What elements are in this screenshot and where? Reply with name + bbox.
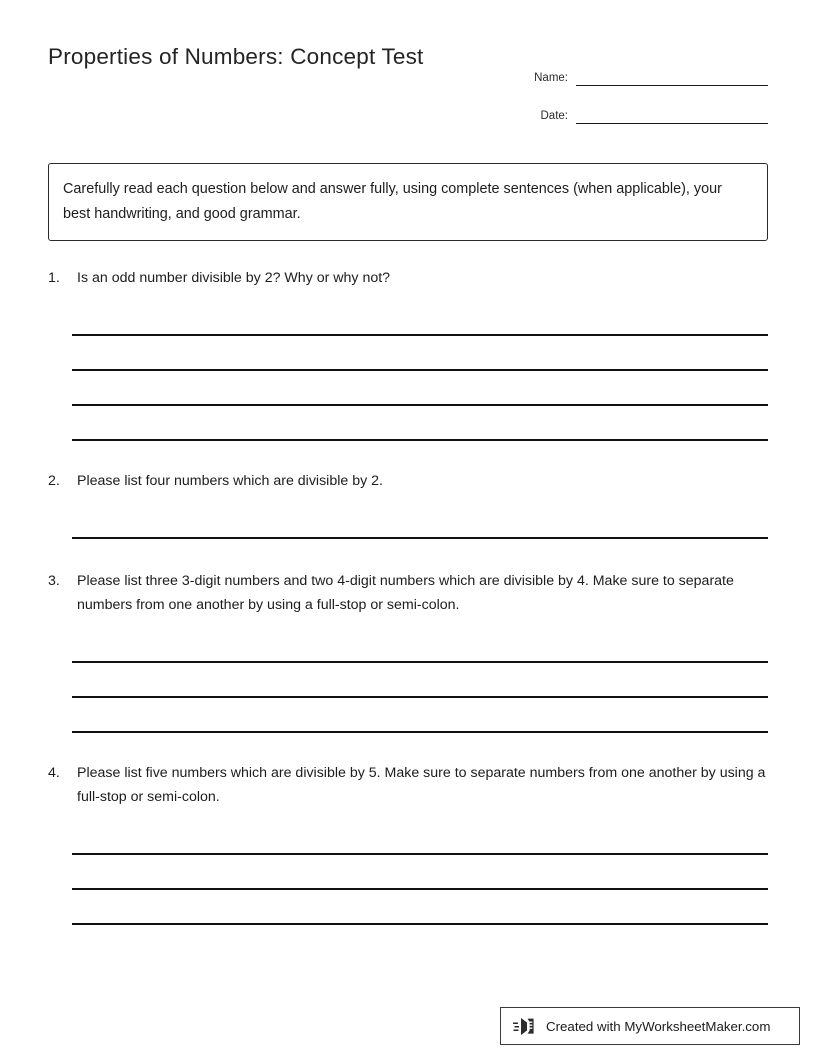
answer-line[interactable] — [72, 663, 768, 698]
question-item-4 — [48, 761, 768, 925]
name-field-row — [478, 48, 768, 86]
answer-line[interactable] — [72, 855, 768, 890]
name-field-label: Name: — [534, 72, 568, 84]
answer-lines — [72, 617, 768, 733]
question-heading — [48, 569, 768, 617]
worksheet-header — [48, 44, 768, 120]
page-title: Properties of Numbers: Concept Test — [48, 44, 424, 69]
created-with-label: Created with MyWorksheetMaker.com — [546, 1018, 771, 1034]
date-field-label: Date: — [540, 110, 568, 122]
question-item-3 — [48, 569, 768, 733]
question-text: Please list four numbers which are divisible by 2. — [77, 473, 383, 489]
student-info-fields — [478, 48, 768, 124]
instructions-text: Carefully read each question below and answer fully, using complete sentences (when applicable), your best handwriting, and good grammar. — [63, 181, 722, 222]
question-spacer — [48, 441, 768, 469]
answer-lines — [72, 290, 768, 441]
question-text: Is an odd number divisible by 2? Why or why not? — [77, 270, 391, 286]
question-item-2 — [48, 469, 768, 539]
question-number: 2. — [48, 473, 60, 489]
answer-lines — [72, 809, 768, 925]
question-number: 4. — [48, 765, 60, 781]
question-heading — [48, 761, 768, 809]
question-heading — [48, 266, 768, 290]
question-item-1 — [48, 266, 768, 441]
question-spacer — [48, 733, 768, 761]
question-text: Please list three 3-digit numbers and two 4-digit numbers which are divisible by 4. Make sure to separate numbers from one another by using a full-stop or semi-colon. — [77, 573, 734, 613]
answer-lines — [72, 493, 768, 539]
worksheet-maker-logo-icon — [513, 1014, 539, 1038]
questions-list — [48, 266, 768, 925]
date-field-input-rule[interactable] — [576, 122, 768, 124]
question-spacer — [48, 539, 768, 569]
answer-line[interactable] — [72, 890, 768, 925]
question-text: Please list five numbers which are divisible by 5. Make sure to separate numbers from one another by using a full-stop or semi-colon. — [77, 765, 766, 805]
name-field-input-rule[interactable] — [576, 84, 768, 86]
instructions-box — [48, 163, 768, 241]
answer-line[interactable] — [72, 506, 768, 539]
answer-line[interactable] — [72, 371, 768, 406]
answer-line[interactable] — [72, 336, 768, 371]
date-field-row — [478, 86, 768, 124]
created-with-badge[interactable] — [500, 1007, 800, 1045]
answer-line[interactable] — [72, 303, 768, 336]
question-heading — [48, 469, 768, 493]
answer-line[interactable] — [72, 406, 768, 441]
question-number: 1. — [48, 270, 60, 286]
question-number: 3. — [48, 573, 60, 589]
answer-line[interactable] — [72, 630, 768, 663]
answer-line[interactable] — [72, 822, 768, 855]
answer-line[interactable] — [72, 698, 768, 733]
